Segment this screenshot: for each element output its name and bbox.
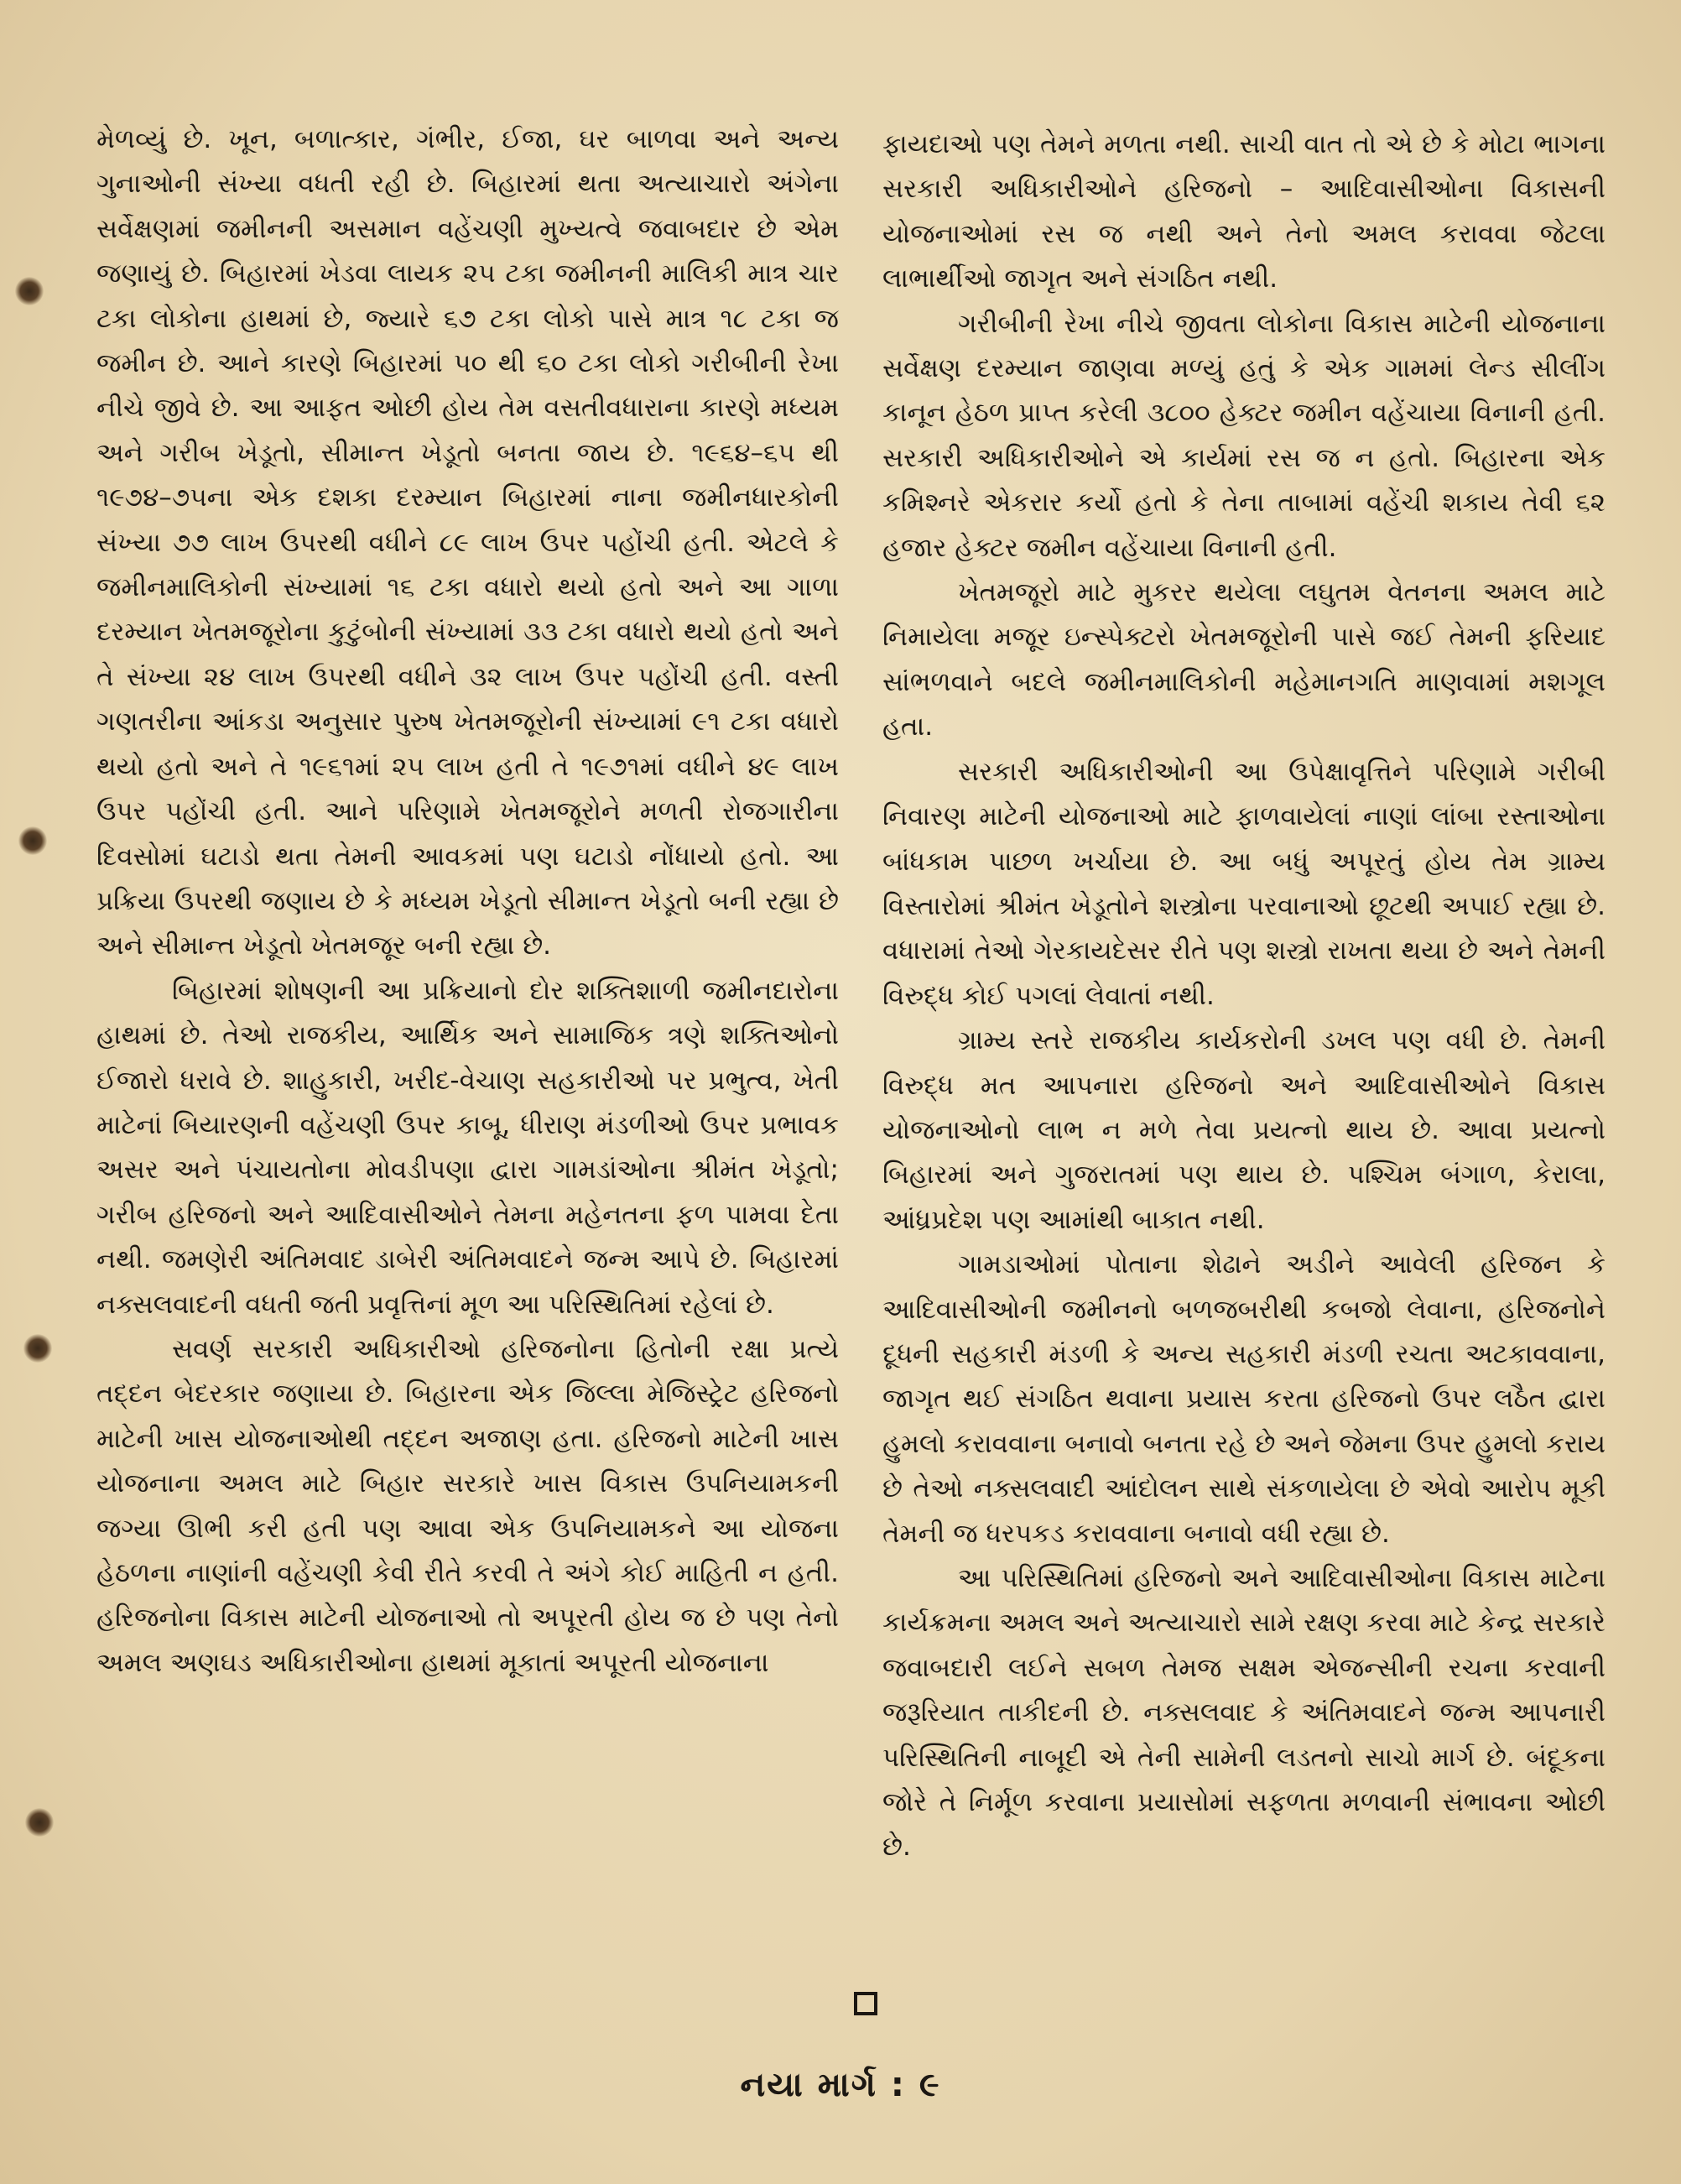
left-column bbox=[96, 117, 839, 1686]
left-paragraph-3: સવર્ણ સરકારી અધિકારીઓ હરિજનોના હિતોની રક્ષા પ્રત્યે તદ્દન બેદરકાર જણાયા છે. બિહારના એક જિલ્લા મેજિસ્ટ્રેટ હરિજનો માટેની ખાસ યોજનાઓથી તદ્દન અજાણ હતા. હરિજનો માટેની ખાસ યોજનાના અમલ માટે બિહાર સરકારે ખાસ વિકાસ ઉપનિયામકની જગ્યા ઊભી કરી હતી પણ આવા એક ઉપનિયામકને આ યોજના હેઠળના નાણાંની વહેંચણી કેવી રીતે કરવી તે અંગે કોઈ માહિતી ન હતી. હરિજનોના વિકાસ માટેની યોજનાઓ તો અપૂરતી હોય જ છે પણ તેનો અમલ અણઘડ અધિકારીઓના હાથમાં મૂકાતાં અપૂરતી યોજનાના bbox=[96, 1333, 839, 1678]
right-paragraph-4: સરકારી અધિકારીઓની આ ઉપેક્ષાવૃત્તિને પરિણામે ગરીબી નિવારણ માટેની યોજનાઓ માટે ફાળવાયેલાં નાણાં લાંબા રસ્તાઓના બાંધકામ પાછળ ખર્ચાયા છે. આ બધું અપૂરતું હોય તેમ ગ્રામ્ય વિસ્તારોમાં શ્રીમંત ખેડૂતોને શસ્ત્રોના પરવાનાઓ છૂટથી અપાઈ રહ્યા છે. વધારામાં તેઓ ગેરકાયદેસર રીતે પણ શસ્ત્રો રાખતા થયા છે અને તેમની વિરુદ્ધ કોઈ પગલાં લેવાતાં નથી. bbox=[882, 756, 1606, 1011]
right-paragraph-3: ખેતમજૂરો માટે મુકરર થયેલા લઘુતમ વેતનના અમલ માટે નિમાયેલા મજૂર ઇન્સ્પેક્ટરો ખેતમજૂરોની પાસે જઈ તેમની ફરિયાદ સાંભળવાને બદલે જમીનમાલિકોની મહેમાનગતિ માણવામાં મશગૂલ હતા. bbox=[882, 577, 1606, 743]
right-paragraph-5: ગ્રામ્ય સ્તરે રાજકીય કાર્યકરોની ડખલ પણ વધી છે. તેમની વિરુદ્ધ મત આપનારા હરિજનો અને આદિવાસીઓને વિકાસ યોજનાઓનો લાભ ન મળે તેવા પ્રયત્નો થાય છે. આવા પ્રયત્નો બિહારમાં અને ગુજરાતમાં પણ થાય છે. પશ્ચિમ બંગાળ, કેરાલા, આંધ્રપ્રદેશ પણ આમાંથી બાકાત નથી. bbox=[882, 1025, 1606, 1235]
right-paragraph-2: ગરીબીની રેખા નીચે જીવતા લોકોના વિકાસ માટેની યોજનાના સર્વેક્ષણ દરમ્યાન જાણવા મળ્યું હતું કે એક ગામમાં લેન્ડ સીલીંગ કાનૂન હેઠળ પ્રાપ્ત કરેલી ૩૮૦૦ હેક્ટર જમીન વહેંચાયા વિનાની હતી. સરકારી અધિકારીઓને એ કાર્યમાં રસ જ ન હતો. બિહારના એક કમિશ્નરે એકરાર કર્યો હતો કે તેના તાબામાં વહેંચી શકાય તેવી ૬૨ હજાર હેક્ટર જમીન વહેંચાયા વિનાની હતી. bbox=[882, 308, 1606, 563]
right-paragraph-7: આ પરિસ્થિતિમાં હરિજનો અને આદિવાસીઓના વિકાસ માટેના કાર્યક્રમના અમલ અને અત્યાચારો સામે રક્ષણ કરવા માટે કેન્દ્ર સરકારે જવાબદારી લઈને સબળ તેમજ સક્ષમ એજન્સીની રચના કરવાની જરૂરિયાત તાકીદની છે. નક્સલવાદ કે અંતિમવાદને જન્મ આપનારી પરિસ્થિતિની નાબૂદી એ તેની સામેની લડતનો સાચો માર્ગ છે. બંદૂકના જોરે તે નિર્મૂળ કરવાના પ્રયાસોમાં સફળતા મળવાની સંભાવના ઓછી છે. bbox=[882, 1563, 1606, 1863]
right-column bbox=[882, 122, 1606, 1870]
margin-damage-2 bbox=[18, 826, 47, 855]
right-paragraph-1: ફાયદાઓ પણ તેમને મળતા નથી. સાચી વાત તો એ છે કે મોટા ભાગના સરકારી અધિકારીઓને હરિજનો – આદિવાસીઓના વિકાસની યોજનાઓમાં રસ જ નથી અને તેનો અમલ કરાવવા જેટલા લાભાર્થીઓ જાગૃત અને સંગઠિત નથી. bbox=[882, 129, 1606, 295]
end-of-article-square-icon bbox=[854, 1992, 877, 2015]
margin-damage-3 bbox=[23, 1334, 52, 1363]
margin-damage-1 bbox=[15, 277, 44, 305]
page-footer: નયા માર્ગ : ૯ bbox=[740, 2066, 941, 2104]
margin-damage-4 bbox=[25, 1808, 54, 1837]
left-paragraph-1: મેળવ્યું છે. ખૂન, બળાત્કાર, ગંભીર, ઈજા, ઘર બાળવા અને અન્ય ગુનાઓની સંખ્યા વધતી રહી છે. બિહારમાં થતા અત્યાચારો અંગેના સર્વેક્ષણમાં જમીનની અસમાન વહેંચણી મુખ્યત્વે જવાબદાર છે એમ જણાયું છે. બિહારમાં ખેડવા લાયક ૨૫ ટકા જમીનની માલિકી માત્ર ચાર ટકા લોકોના હાથમાં છે, જ્યારે ૬૭ ટકા લોકો પાસે માત્ર ૧૮ ટકા જ જમીન છે. આને કારણે બિહારમાં ૫૦ થી ૬૦ ટકા લોકો ગરીબીની રેખા નીચે જીવે છે. આ આફત ઓછી હોય તેમ વસતીવધારાના કારણે મધ્યમ અને ગરીબ ખેડૂતો, સીમાન્ત ખેડૂતો બનતા જાય છે. ૧૯૬૪–૬૫ થી ૧૯૭૪–૭૫ના એક દશકા દરમ્યાન બિહારમાં નાના જમીનધારકોની સંખ્યા ૭૭ લાખ ઉપરથી વધીને ૮૯ લાખ ઉપર પહોંચી હતી. એટલે કે જમીનમાલિકોની સંખ્યામાં ૧૬ ટકા વધારો થયો હતો અને આ ગાળા દરમ્યાન ખેતમજૂરોના કુટુંબોની સંખ્યામાં ૩૩ ટકા વધારો થયો હતો અને તે સંખ્યા ૨૪ લાખ ઉપરથી વધીને ૩૨ લાખ ઉપર પહોંચી હતી. વસ્તી ગણતરીના આંકડા અનુસાર પુરુષ ખેતમજૂરોની સંખ્યામાં ૯૧ ટકા વધારો થયો હતો અને તે ૧૯૬૧માં ૨૫ લાખ હતી તે ૧૯૭૧માં વધીને ૪૯ લાખ ઉપર પહોંચી હતી. આને પરિણામે ખેતમજૂરોને મળતી રોજગારીના દિવસોમાં ઘટાડો થતા તેમની આવકમાં પણ ઘટાડો નોંધાયો હતો. આ પ્રક્રિયા ઉપરથી જણાય છે કે મધ્યમ ખેડૂતો સીમાન્ત ખેડૂતો બની રહ્યા છે અને સીમાન્ત ખેડૂતો ખેતમજૂર બની રહ્યા છે. bbox=[96, 124, 839, 962]
right-paragraph-6: ગામડાઓમાં પોતાના શેઢાને અડીને આવેલી હરિજન કે આદિવાસીઓની જમીનનો બળજબરીથી કબજો લેવાના, હરિજનોને દૂધની સહકારી મંડળી કે અન્ય સહકારી મંડળી રચતા અટકાવવાના, જાગૃત થઈ સંગઠિત થવાના પ્રયાસ કરતા હરિજનો ઉપર લઠૈત દ્વારા હુમલો કરાવવાના બનાવો બનતા રહે છે અને જેમના ઉપર હુમલો કરાય છે તેઓ નક્સલવાદી આંદોલન સાથે સંકળાયેલા છે એવો આરોપ મૂકી તેમની જ ધરપકડ કરાવવાના બનાવો વધી રહ્યા છે. bbox=[882, 1249, 1606, 1549]
left-paragraph-2: બિહારમાં શોષણની આ પ્રક્રિયાનો દોર શક્તિશાળી જમીનદારોના હાથમાં છે. તેઓ રાજકીય, આર્થિક અને સામાજિક ત્રણે શક્તિઓનો ઈજારો ધરાવે છે. શાહુકારી, ખરીદ-વેચાણ સહકારીઓ પર પ્રભુત્વ, ખેતી માટેનાં બિયારણની વહેંચણી ઉપર કાબૂ, ધીરાણ મંડળીઓ ઉપર પ્રભાવક અસર અને પંચાયતોના મોવડીપણા દ્વારા ગામડાંઓના શ્રીમંત ખેડૂતો; ગરીબ હરિજનો અને આદિવાસીઓને તેમના મહેનતના ફળ પામવા દેતા નથી. જમણેરી અંતિમવાદ ડાબેરી અંતિમવાદને જન્મ આપે છે. બિહારમાં નક્સલવાદની વધતી જતી પ્રવૃત્તિનાં મૂળ આ પરિસ્થિતિમાં રહેલાં છે. bbox=[96, 975, 839, 1320]
